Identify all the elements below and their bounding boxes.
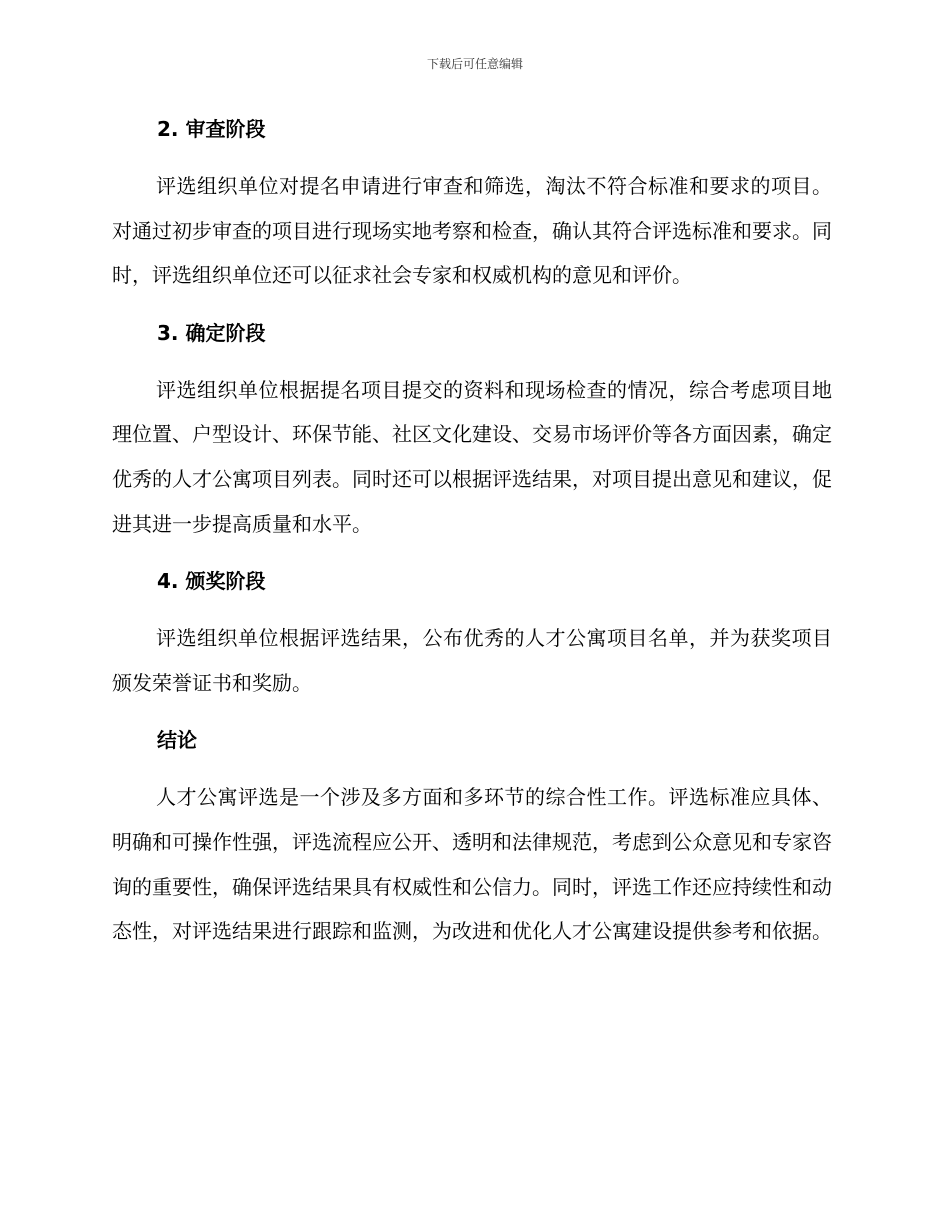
section-heading-award: 4. 颁奖阶段 xyxy=(157,569,266,594)
section-paragraph-determine: 评选组织单位根据提名项目提交的资料和现场检查的情况，综合考虑项目地理位置、户型设计、环保节能、社区文化建设、交易市场评价等各方面因素，确定优秀的人才公寓项目列表。同时还可以根据评选结果，对项目提出意见和建议，促进其进一步提高质量和水平。 xyxy=(112,377,832,536)
section-heading-conclusion: 结论 xyxy=(157,728,197,753)
section-paragraph-award: 评选组织单位根据评选结果，公布优秀的人才公寓项目名单，并为获奖项目颁发荣誉证书和奖励。 xyxy=(112,626,832,695)
section-paragraph-review: 评选组织单位对提名申请进行审查和筛选，淘汰不符合标准和要求的项目。对通过初步审查的项目进行现场实地考察和检查，确认其符合评选标准和要求。同时，评选组织单位还可以征求社会专家和权威机构的意见和评价。 xyxy=(112,174,832,288)
section-paragraph-conclusion: 人才公寓评选是一个涉及多方面和多环节的综合性工作。评选标准应具体、明确和可操作性强，评选流程应公开、透明和法律规范，考虑到公众意见和专家咨询的重要性，确保评选结果具有权威性和公信力。同时，评选工作还应持续性和动态性，对评选结果进行跟踪和监测，为改进和优化人才公寓建设提供参考和依据。 xyxy=(112,785,832,944)
section-heading-determine: 3. 确定阶段 xyxy=(157,320,266,345)
document-body xyxy=(112,108,832,968)
header-note: 下载后可任意编辑 xyxy=(426,57,523,71)
section-heading-review: 2. 审查阶段 xyxy=(157,117,266,141)
